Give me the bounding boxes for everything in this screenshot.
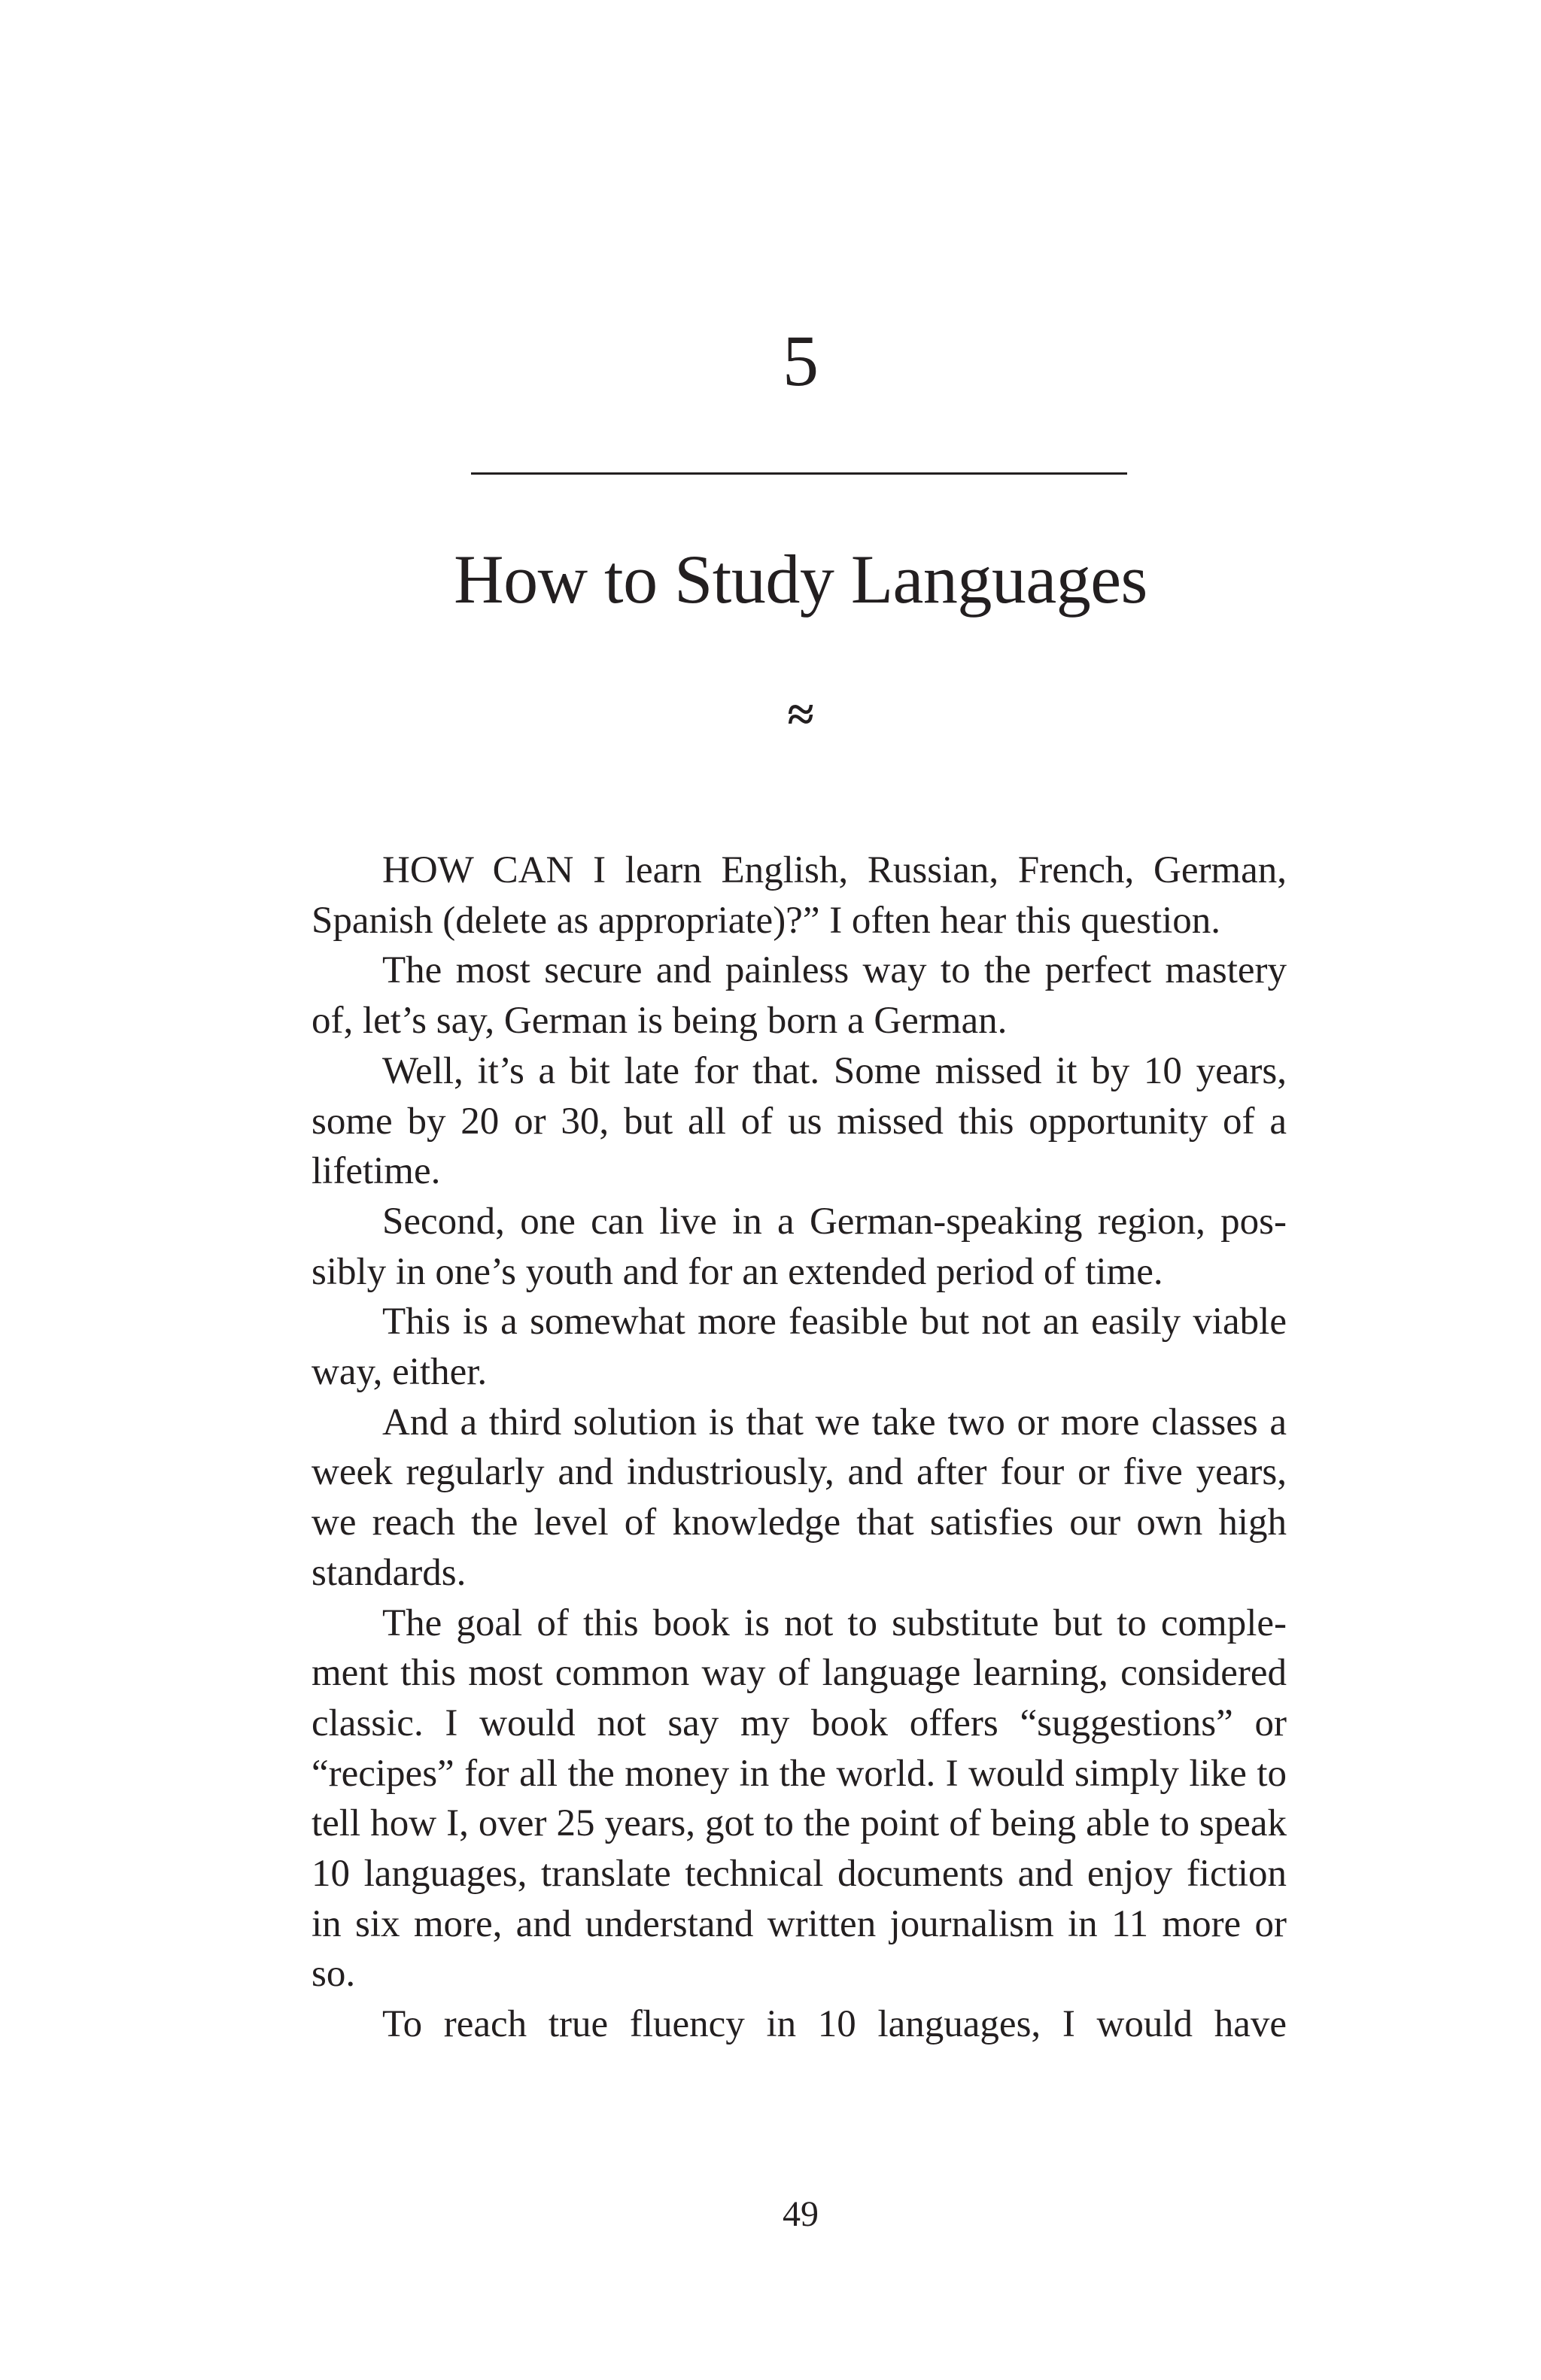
chapter-title: How to Study Languages [454, 541, 1147, 618]
paragraph-1: HOW CAN I learn English, Russian, French, German, Spanish (delete as appropriate)?” I often hear this question. [312, 849, 1287, 942]
paragraph-2: The most secure and painless way to the perfect mastery of, let’s say, German is being born a German. [312, 949, 1287, 1043]
paragraph-3: Well, it’s a bit late for that. Some missed it by 10 years, some by 20 or 30, but all of us missed this opportunity of a lifetime. [312, 1049, 1287, 1193]
chapter-body-text [312, 845, 1287, 2050]
paragraph-7: The goal of this book is not to substitute but to complement this most common way of language learning, considered classic. I would not say my book offers “suggestions” or “recipes” for all the money in the world. I would simply like to tell how I, over 25 years, got to the point of being able to speak 10 languages, translate technical documents and enjoy fiction in six more, and understand written journalism in 11 more or so. [312, 1601, 1287, 1996]
paragraph-6: And a third solution is that we take two or more classes a week regularly and industriously, and after four or five years, we reach the level of knowledge that satisfies our own high standards. [312, 1401, 1287, 1594]
page-number: 49 [783, 2194, 819, 2234]
paragraph-8: To reach true fluency in 10 languages, I would have [382, 2003, 1287, 2046]
paragraph-5: This is a somewhat more feasible but not an easily viable way, either. [312, 1301, 1287, 1394]
chapter-number: 5 [783, 320, 819, 401]
chapter-divider-rule [471, 472, 1127, 475]
wave-ornament-icon: ≈ [787, 688, 814, 741]
paragraph-4: Second, one can live in a German-speaking region, possibly in one’s youth and for an extended period of time. [312, 1200, 1287, 1293]
